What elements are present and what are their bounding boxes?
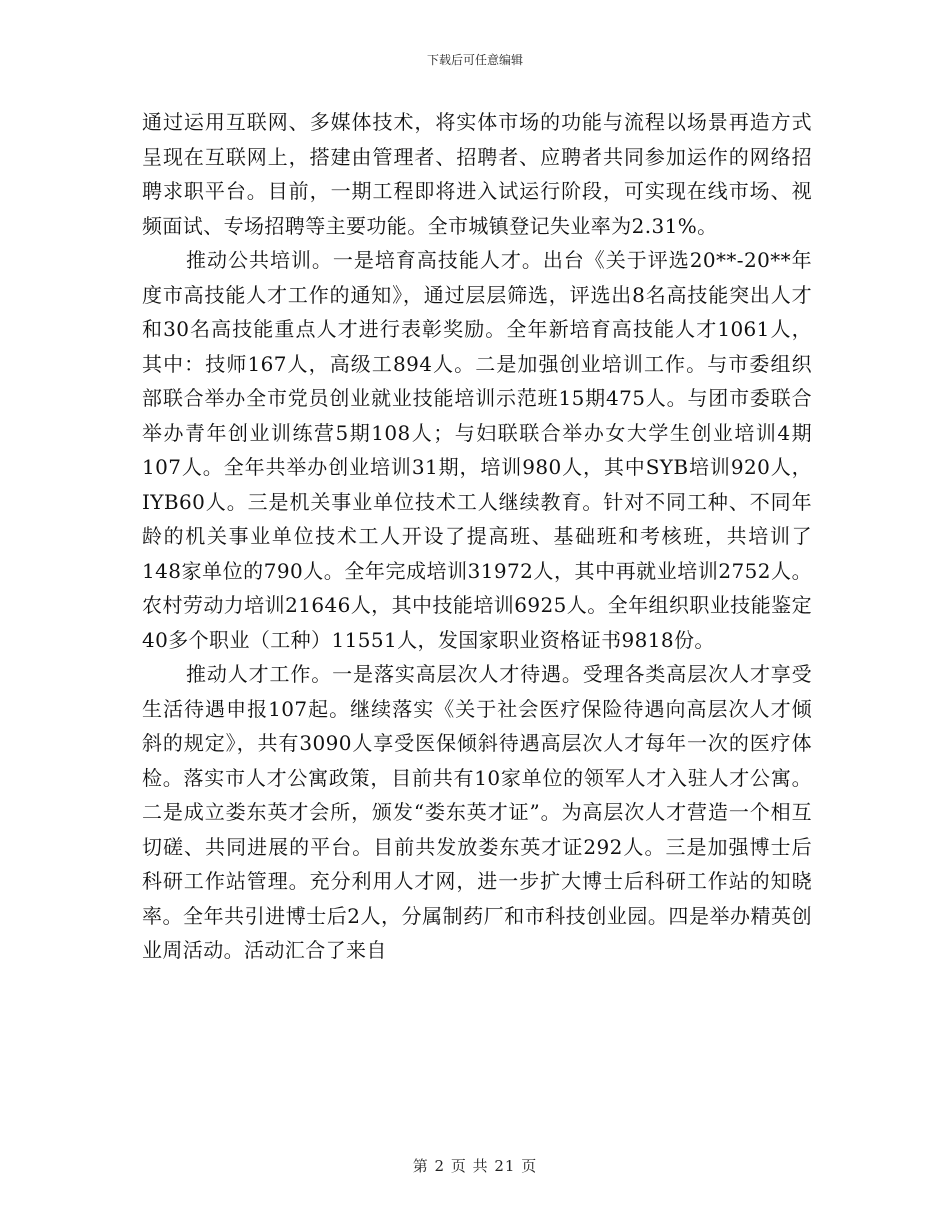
document-body xyxy=(142,105,812,968)
body-paragraph: 推动人才工作。一是落实高层次人才待遇。受理各类高层次人才享受生活待遇申报107起。继续落实《关于社会医疗保险待遇向高层次人才倾斜的规定》，共有3090人享受医保倾斜待遇高层次人才每年一次的医疗体检。落实市人才公寓政策，目前共有10家单位的领军人才入驻人才公寓。二是成立娄东英才会所，颁发“娄东英才证”。为高层次人才营造一个相互切磋、共同进展的平台。目前共发放娄东英才证292人。三是加强博士后科研工作站管理。充分利用人才网，进一步扩大博士后科研工作站的知晓率。全年共引进博士后2人，分属制药厂和市科技创业园。四是举办精英创业周活动。活动汇合了来自 xyxy=(142,662,812,962)
body-paragraph: 推动公共培训。一是培育高技能人才。出台《关于评选20**-20**年度市高技能人才工作的通知》，通过层层筛选，评选出8名高技能突出人才和30名高技能重点人才进行表彰奖励。全年新培育高技能人才1061人，其中：技师167人，高级工894人。二是加强创业培训工作。与市委组织部联合举办全市党员创业就业技能培训示范班15期475人。与团市委联合举办青年创业训练营5期108人；与妇联联合举办女大学生创业培训4期107人。全年共举办创业培训31期，培训980人，其中SYB培训920人，IYB60人。三是机关事业单位技术工人继续教育。针对不同工种、不同年龄的机关事业单位技术工人开设了提高班、基础班和考核班，共培训了148家单位的790人。全年完成培训31972人，其中再就业培训2752人。农村劳动力培训21646人，其中技能培训6925人。全年组织职业技能鉴定40多个职业（工种）11551人，发国家职业资格证书9818份。 xyxy=(142,248,812,652)
page-number-footer: 第 2 页 共 21 页 xyxy=(412,1157,538,1175)
body-paragraph: 通过运用互联网、多媒体技术，将实体市场的功能与流程以场景再造方式呈现在互联网上，搭建由管理者、招聘者、应聘者共同参加运作的网络招聘求职平台。目前，一期工程即将进入试运行阶段，可实现在线市场、视频面试、专场招聘等主要功能。全市城镇登记失业率为2.31%。 xyxy=(142,110,812,238)
page-header: 下载后可任意编辑 xyxy=(426,53,523,67)
